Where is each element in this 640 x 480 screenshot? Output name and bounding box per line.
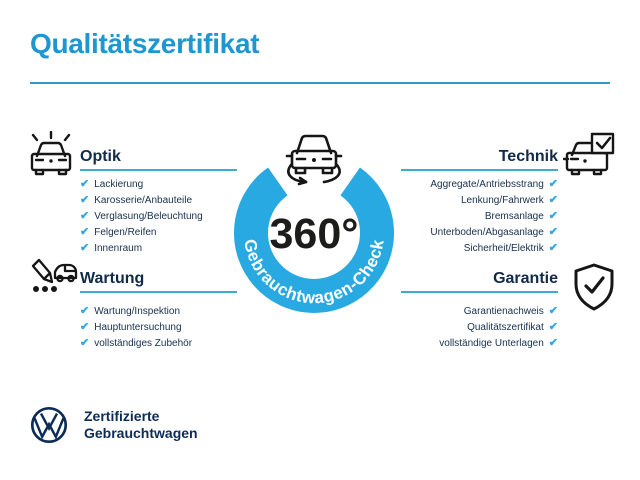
- section-garantie: [401, 269, 558, 293]
- checklist-item-label: Innenraum: [94, 242, 143, 254]
- checklist-item-label: Karosserie/Anbauteile: [94, 194, 193, 206]
- service-checklist-icon: [24, 256, 78, 310]
- rotating-car-icon: [279, 124, 349, 186]
- shield-check-icon: [572, 263, 616, 311]
- check-icon: ✔: [548, 209, 558, 222]
- page-title: Qualitätszertifikat: [30, 28, 260, 59]
- checklist-item: [380, 176, 558, 192]
- technik-checklist: [380, 176, 558, 256]
- section-technik: [401, 147, 558, 171]
- brand-line-2: Gebrauchtwagen: [84, 425, 198, 441]
- checklist-item-label: Lackierung: [94, 178, 144, 190]
- degrees-label: 360°: [269, 210, 359, 258]
- checklist-item: [80, 208, 203, 224]
- checklist-item-label: Garantienachweis: [463, 305, 544, 317]
- checklist-item-label: vollständige Unterlagen: [439, 337, 544, 349]
- checklist-item: [380, 303, 558, 319]
- checklist-item-label: Wartung/Inspektion: [94, 305, 181, 317]
- section-underline: [401, 291, 558, 293]
- section-optik: [80, 147, 237, 171]
- check-icon: ✔: [548, 304, 558, 317]
- check-icon: ✔: [548, 193, 558, 206]
- checklist-item-label: Bremsanlage: [484, 210, 544, 222]
- check-icon: ✔: [80, 241, 90, 254]
- checklist-item: [380, 335, 558, 351]
- check-icon: ✔: [548, 320, 558, 333]
- checklist-item: [80, 240, 203, 256]
- checklist-item: [80, 335, 192, 351]
- garantie-checklist: [380, 303, 558, 351]
- section-title-technik: Technik: [498, 148, 558, 165]
- check-icon: ✔: [80, 336, 90, 349]
- checklist-item: [80, 224, 203, 240]
- ring-curved-text: Gebrauchtwagen-Check: [240, 237, 388, 308]
- brand-claim: [84, 408, 198, 442]
- car-checkbox-icon: [563, 131, 617, 185]
- checklist-item-label: Hauptuntersuchung: [94, 321, 182, 333]
- check-icon: ✔: [80, 177, 90, 190]
- checklist-item: [80, 176, 203, 192]
- section-wartung: [80, 269, 237, 293]
- checklist-item-label: Sicherheit/Elektrik: [463, 242, 544, 254]
- check-icon: ✔: [548, 336, 558, 349]
- section-underline: [80, 169, 237, 171]
- wartung-checklist: [80, 303, 192, 351]
- checklist-item: [380, 192, 558, 208]
- checklist-item-label: Qualitätszertifikat: [467, 321, 544, 333]
- checklist-item-label: Unterboden/Abgasanlage: [430, 226, 544, 238]
- checklist-item: [80, 319, 192, 335]
- check-icon: ✔: [548, 225, 558, 238]
- section-underline: [401, 169, 558, 171]
- check-icon: ✔: [80, 304, 90, 317]
- checklist-item: [80, 192, 203, 208]
- section-title-optik: Optik: [80, 148, 121, 165]
- check-icon: ✔: [548, 241, 558, 254]
- check-icon: ✔: [548, 177, 558, 190]
- check-icon: ✔: [80, 209, 90, 222]
- checklist-item: [380, 208, 558, 224]
- title-divider: [30, 82, 610, 84]
- checklist-item-label: vollständiges Zubehör: [94, 337, 193, 349]
- checklist-item-label: Lenkung/Fahrwerk: [460, 194, 544, 206]
- section-title-wartung: Wartung: [80, 270, 145, 287]
- checklist-item-label: Aggregate/Antriebsstrang: [430, 178, 544, 190]
- car-shine-icon: [24, 131, 78, 185]
- checklist-item-label: Verglasung/Beleuchtung: [94, 210, 203, 222]
- checklist-item-label: Felgen/Reifen: [94, 226, 157, 238]
- brand-line-1: Zertifizierte: [84, 408, 160, 424]
- checklist-item: [80, 303, 192, 319]
- check-icon: ✔: [80, 225, 90, 238]
- checklist-item: [380, 240, 558, 256]
- check-icon: ✔: [80, 193, 90, 206]
- section-title-garantie: Garantie: [493, 270, 558, 287]
- vw-logo: [30, 406, 68, 444]
- checklist-item: [380, 319, 558, 335]
- optik-checklist: [80, 176, 203, 256]
- section-underline: [80, 291, 237, 293]
- checklist-item: [380, 224, 558, 240]
- check-icon: ✔: [80, 320, 90, 333]
